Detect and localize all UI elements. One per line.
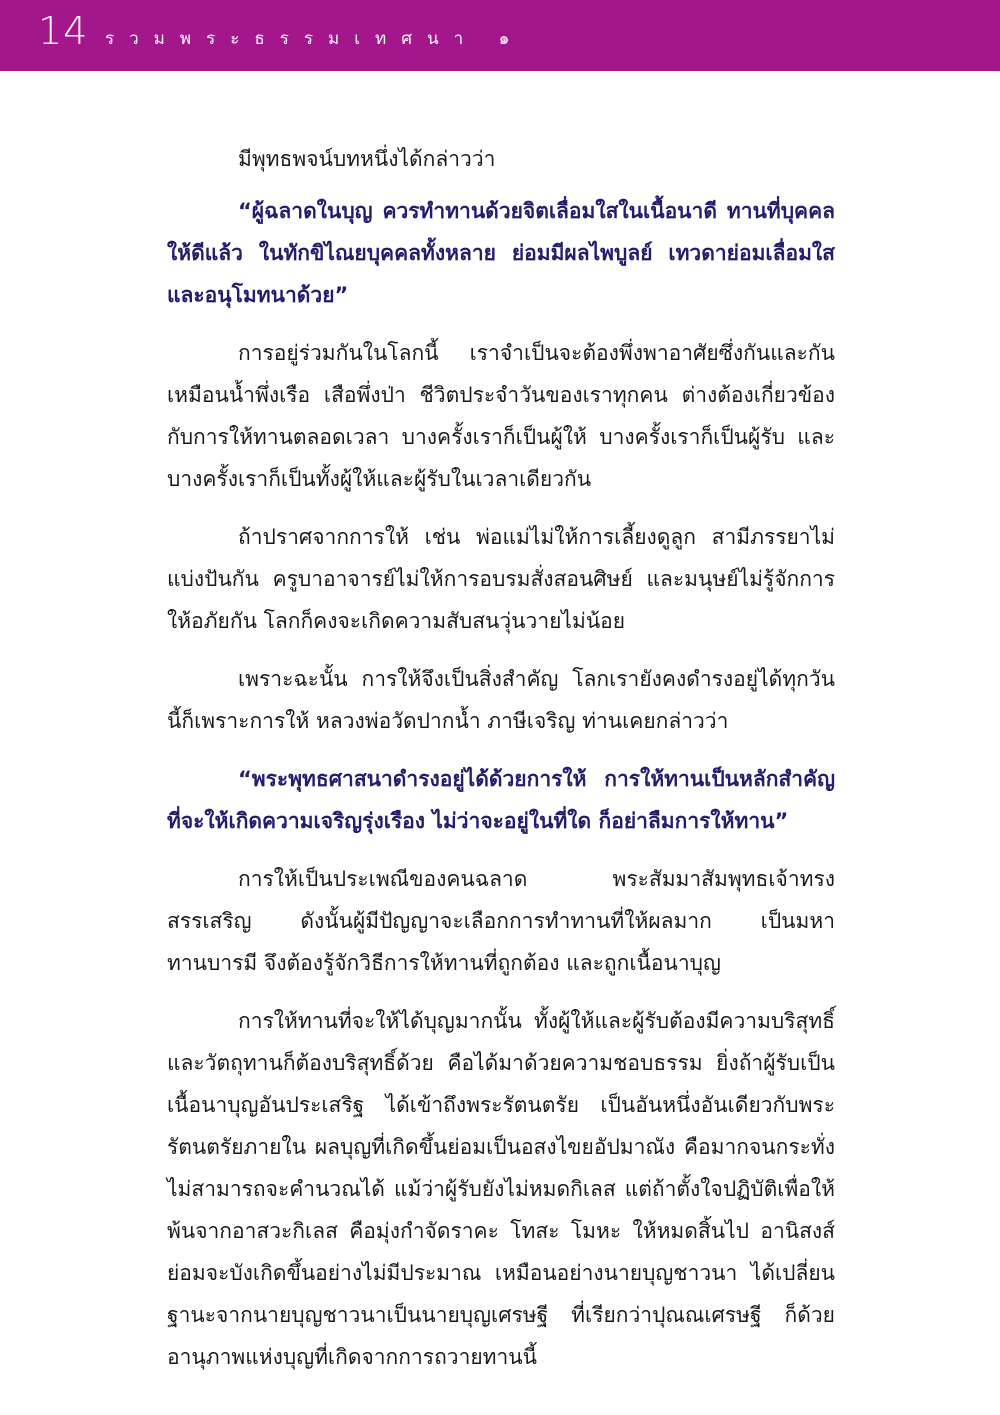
book-title: รวมพระธรรมเทศนา ๑ (105, 29, 525, 49)
paragraph-living-together: การอยู่ร่วมกันในโลกนี้ เราจำเป็นจะต้องพึ่งพาอาศัยซึ่งกันและกัน เหมือนน้ำพึ่งเรือ เสือพึ่งป่า ชีวิตประจำวันของเราทุกคน ต่างต้องเกี่ยวข้องกับการให้ทานตลอดเวลา บางครั้งเราก็เป็นผู้ให้ บางครั้งเราก็เป็นผู้รับ และบางครั้งเราก็เป็นทั้งผู้ให้และผู้รับในเวลาเดียวกัน (167, 341, 835, 491)
paragraph-wise-tradition: การให้เป็นประเพณีของคนฉลาด พระสัมมาสัมพุทธเจ้าทรงสรรเสริญ ดังนั้นผู้มีปัญญาจะเลือกการทำทานที่ให้ผลมาก เป็นมหาทานบารมี จึงต้องรู้จักวิธีการให้ทานที่ถูกต้อง และถูกเนื้อนาบุญ (167, 867, 835, 975)
header-bar (0, 0, 1000, 71)
buddha-quote: “ผู้ฉลาดในบุญ ควรทำทานด้วยจิตเลื่อมใสในเนื้อนาดี ทานที่บุคคลให้ดีแล้ว ในทักขิไณยบุคคลทั้งหลาย ย่อมมีผลไพบูลย์ เทวดาย่อมเลื่อมใส และอนุโมทนาด้วย” (167, 199, 835, 307)
luang-por-quote: “พระพุทธศาสนาดำรงอยู่ได้ด้วยการให้ การให้ทานเป็นหลักสำคัญที่จะให้เกิดความเจริญรุ่งเรือง ไม่ว่าจะอยู่ในที่ใด ก็อย่าลืมการให้ทาน” (167, 767, 835, 833)
paragraph-great-merit: การให้ทานที่จะให้ได้บุญมากนั้น ทั้งผู้ให้และผู้รับต้องมีความบริสุทธิ์ และวัตถุทานก็ต้องบริสุทธิ์ด้วย คือได้มาด้วยความชอบธรรม ยิ่งถ้าผู้รับเป็นเนื้อนาบุญอันประเสริฐ ได้เข้าถึงพระรัตนตรัย เป็นอันหนึ่งอันเดียวกับพระรัตนตรัยภายใน ผลบุญที่เกิดขึ้นย่อมเป็นอสงไขยอัปมาณัง คือมากจนกระทั่งไม่สามารถจะคำนวณได้ แม้ว่าผู้รับยังไม่หมดกิเลส แต่ถ้าตั้งใจปฏิบัติเพื่อให้พ้นจากอาสวะกิเลส คือมุ่งกำจัดราคะ โทสะ โมหะ ให้หมดสิ้นไป อานิสงส์ย่อมจะบังเกิดขึ้นอย่างไม่มีประมาณ เหมือนอย่างนายบุญชาวนา ได้เปลี่ยนฐานะจากนายบุญชาวนาเป็นนายบุญเศรษฐี ที่เรียกว่าปุณณเศรษฐี ก็ด้วยอานุภาพแห่งบุญที่เกิดจากการถวายทานนี้ (167, 1009, 835, 1369)
paragraph-without-giving: ถ้าปราศจากการให้ เช่น พ่อแม่ไม่ให้การเลี้ยงดูลูก สามีภรรยาไม่แบ่งปันกัน ครูบาอาจารย์ไม่ให้การอบรมสั่งสอนศิษย์ และมนุษย์ไม่รู้จักการให้อภัยกัน โลกก็คงจะเกิดความสับสนวุ่นวายไม่น้อย (167, 525, 835, 633)
page-content (167, 138, 835, 1394)
page-number: 14 (38, 9, 89, 53)
paragraph-giving-important: เพราะฉะนั้น การให้จึงเป็นสิ่งสำคัญ โลกเรายังคงดำรงอยู่ได้ทุกวันนี้ก็เพราะการให้ หลวงพ่อวัดปากน้ำ ภาษีเจริญ ท่านเคยกล่าวว่า (167, 667, 835, 733)
intro-paragraph: มีพุทธพจน์บทหนึ่งได้กล่าวว่า (238, 147, 496, 171)
